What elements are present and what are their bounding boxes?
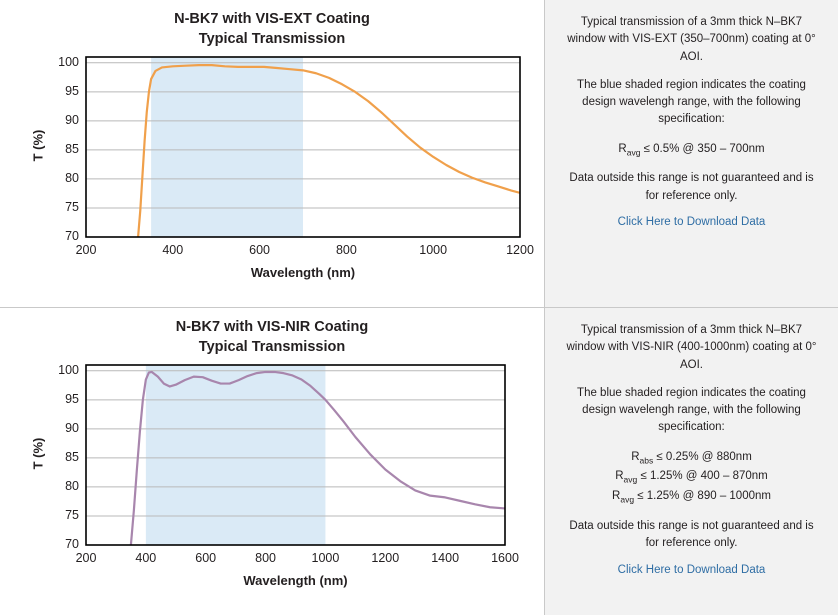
- x-tick-label: 1000: [419, 243, 448, 258]
- x-tick-label: 1600: [491, 551, 519, 566]
- chart-column-vis-ext: [0, 0, 545, 307]
- y-tick-label: 95: [65, 83, 79, 98]
- chart-title-vis-nir: [0, 308, 544, 357]
- download-data-link[interactable]: Click Here to Download Data: [617, 215, 766, 228]
- spec-line: $R_{avg} \le 1.25\%$ @ 890 – 1000nm: [612, 490, 771, 505]
- plot-area-vis-nir: [0, 357, 544, 607]
- y-tick-label: 95: [65, 391, 79, 406]
- info-paragraph-2: The blue shaded region indicates the coating design wavelengh range, with the following specification:: [577, 78, 806, 126]
- x-tick-label: 400: [162, 243, 184, 258]
- y-axis-label: T (%): [30, 129, 46, 162]
- info-paragraph-3: Data outside this range is not guaranteed and is for reference only.: [569, 172, 814, 202]
- spec-line: $R_{avg} \le 0.5\%$ @ 350 – 700nm: [618, 142, 765, 157]
- chart-title-line2: Typical Transmission: [198, 30, 346, 47]
- x-tick-label: 400: [135, 551, 157, 566]
- y-tick-label: 70: [65, 229, 79, 244]
- y-tick-label: 75: [65, 200, 79, 215]
- panel-vis-nir: [0, 308, 838, 615]
- info-paragraph-1: Typical transmission of a 3mm thick N–BK7 window with VIS-NIR (400-1000nm) coating at 0° AOI.: [566, 324, 817, 371]
- x-tick-label: 600: [195, 551, 217, 566]
- chart-title-line1: N-BK7 with VIS-EXT Coating: [174, 11, 370, 27]
- y-axis-label: T (%): [30, 437, 46, 470]
- chart-svg: [0, 49, 545, 299]
- spec-line: $R_{abs} \le 0.25\%$ @ 880nm: [631, 450, 752, 465]
- shaded-design-region: [146, 365, 326, 545]
- x-tick-label: 1200: [506, 243, 534, 258]
- spec-list-vis-nir: [563, 448, 820, 508]
- x-axis-label: Wavelength (nm): [243, 573, 348, 589]
- y-tick-label: 85: [65, 450, 79, 465]
- chart-title-line2: Typical Transmission: [198, 338, 346, 355]
- y-tick-label: 100: [58, 54, 79, 69]
- x-axis-label: Wavelength (nm): [250, 265, 356, 281]
- info-paragraph-2: The blue shaded region indicates the coating design wavelengh range, with the following specification:: [577, 386, 806, 434]
- y-tick-label: 100: [58, 362, 79, 377]
- y-tick-label: 85: [65, 142, 79, 157]
- spec-list-vis-ext: [563, 140, 820, 160]
- x-tick-label: 1000: [311, 551, 340, 566]
- x-tick-label: 600: [249, 243, 271, 258]
- x-tick-label: 1200: [371, 551, 400, 566]
- download-data-link[interactable]: Click Here to Download Data: [617, 563, 766, 576]
- y-tick-label: 90: [65, 112, 79, 127]
- chart-title-vis-ext: [0, 0, 544, 49]
- x-tick-label: 200: [75, 551, 97, 566]
- chart-svg: [0, 357, 545, 607]
- info-paragraph-3: Data outside this range is not guaranteed and is for reference only.: [569, 520, 814, 550]
- chart-title-line1: N-BK7 with VIS-NIR Coating: [175, 319, 369, 335]
- y-tick-label: 70: [65, 537, 79, 552]
- spec-line: $R_{avg} \le 1.25\%$ @ 400 – 870nm: [615, 470, 768, 485]
- x-tick-label: 200: [75, 243, 97, 258]
- info-column-vis-ext: [545, 0, 838, 307]
- info-paragraph-1: Typical transmission of a 3mm thick N–BK7 window with VIS-EXT (350–700nm) coating at 0° AOI.: [567, 16, 816, 63]
- y-tick-label: 80: [65, 171, 79, 186]
- shaded-design-region: [151, 57, 303, 237]
- y-tick-label: 90: [65, 420, 79, 435]
- y-tick-label: 75: [65, 508, 79, 523]
- x-tick-label: 800: [335, 243, 357, 258]
- info-column-vis-nir: [545, 308, 838, 615]
- x-tick-label: 800: [255, 551, 276, 566]
- chart-column-vis-nir: [0, 308, 545, 615]
- plot-area-vis-ext: [0, 49, 544, 299]
- x-tick-label: 1400: [431, 551, 460, 566]
- y-tick-label: 80: [65, 479, 79, 494]
